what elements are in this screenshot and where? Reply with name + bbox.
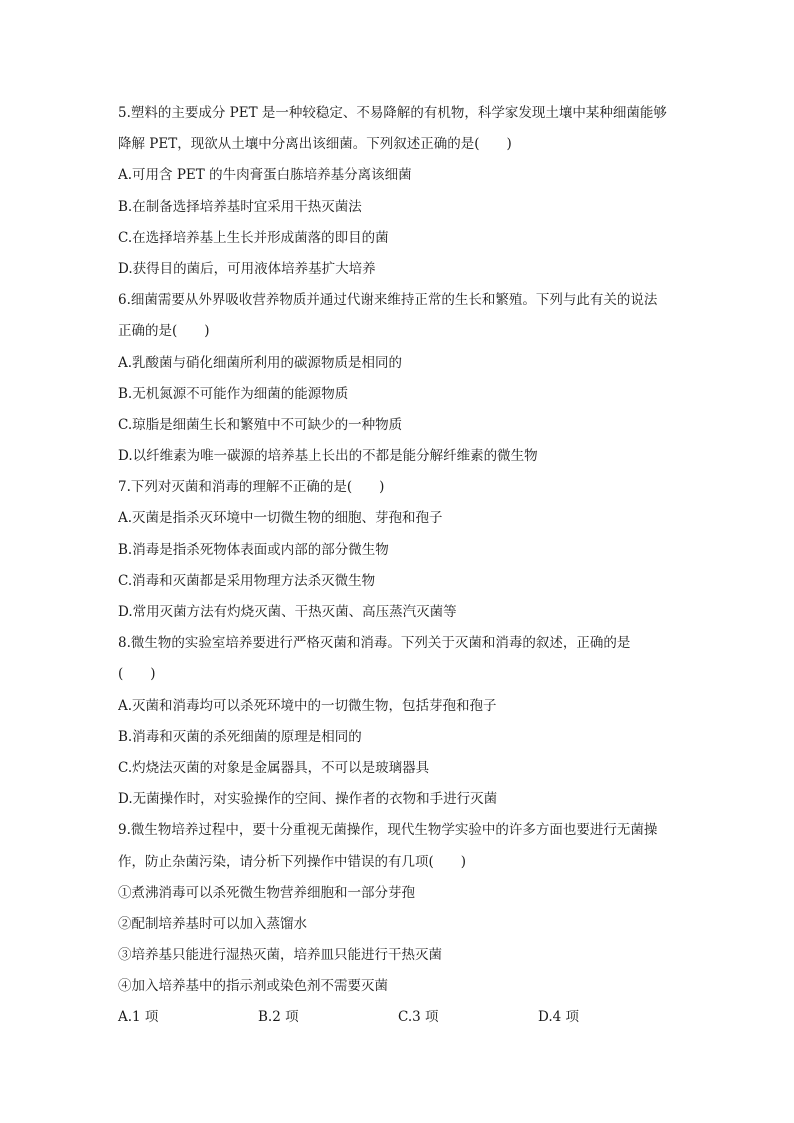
- question-stem-line: 降解 PET，现欲从土壤中分离出该细菌。下列叙述正确的是( ): [118, 136, 512, 153]
- statement-3: ③培养基只能进行湿热灭菌，培养皿只能进行干热灭菌: [118, 947, 442, 964]
- statement-1: ①煮沸消毒可以杀死微生物营养细胞和一部分芽孢: [118, 884, 415, 901]
- option-b: B.在制备选择培养基时宜采用干热灭菌法: [118, 198, 362, 215]
- statement-2: ②配制培养基时可以加入蒸馏水: [118, 915, 307, 932]
- option-d: D.以纤维素为唯一碳源的培养基上长出的不都是能分解纤维素的微生物: [118, 448, 538, 465]
- question-6: [118, 285, 688, 472]
- option-d: D.获得目的菌后，可用液体培养基扩大培养: [118, 260, 376, 277]
- option-a: A.可用含 PET 的牛肉膏蛋白胨培养基分离该细菌: [118, 167, 412, 184]
- question-stem-line: 8.微生物的实验室培养要进行严格灭菌和消毒。下列关于灭菌和消毒的叙述，正确的是: [118, 635, 631, 652]
- question-8: [118, 628, 688, 815]
- question-stem-line: 正确的是( ): [118, 323, 210, 340]
- statement-4: ④加入培养基中的指示剂或染色剂不需要灭菌: [118, 978, 388, 995]
- option-b: B.消毒和灭菌的杀死细菌的原理是相同的: [118, 728, 362, 745]
- option-d: D.常用灭菌方法有灼烧灭菌、干热灭菌、高压蒸汽灭菌等: [118, 604, 457, 620]
- choice-a: A.1 项: [118, 1009, 159, 1026]
- question-stem-line: 9.微生物培养过程中，要十分重视无菌操作，现代生物学实验中的许多方面也要进行无菌操: [118, 822, 658, 839]
- option-a: A.乳酸菌与硝化细菌所利用的碳源物质是相同的: [118, 354, 403, 371]
- option-b: B.无机氮源不可能作为细菌的能源物质: [118, 385, 349, 402]
- option-c: C.消毒和灭菌都是采用物理方法杀灭微生物: [118, 572, 376, 589]
- choice-c: C.3 项: [398, 1009, 439, 1026]
- option-a: A.灭菌和消毒均可以杀死环境中的一切微生物，包括芽孢和孢子: [118, 697, 497, 714]
- option-c: C.灼烧法灭菌的对象是金属器具，不可以是玻璃器具: [118, 759, 430, 776]
- question-stem-line: ( ): [118, 666, 156, 683]
- question-stem-line: 5.塑料的主要成分 PET 是一种较稳定、不易降解的有机物，科学家发现土壤中某种细菌能够: [118, 105, 667, 121]
- option-c: C.琼脂是细菌生长和繁殖中不可缺少的一种物质: [118, 416, 403, 433]
- option-d: D.无菌操作时，对实验操作的空间、操作者的衣物和手进行灭菌: [118, 791, 498, 808]
- option-a: A.灭菌是指杀灭环境中一切微生物的细胞、芽孢和孢子: [118, 510, 443, 527]
- question-5: [118, 98, 688, 285]
- choice-d: D.4 项: [538, 1009, 580, 1026]
- answer-choices: [118, 1002, 688, 1033]
- question-7: [118, 472, 688, 628]
- choice-b: B.2 项: [258, 1009, 299, 1026]
- question-stem-line: 6.细菌需要从外界吸收营养物质并通过代谢来维持正常的生长和繁殖。下列与此有关的说法: [118, 292, 658, 309]
- question-stem-line: 7.下列对灭菌和消毒的理解不正确的是( ): [118, 479, 385, 496]
- option-c: C.在选择培养基上生长并形成菌落的即目的菌: [118, 229, 389, 246]
- question-stem-line: 作，防止杂菌污染，请分析下列操作中错误的有几项( ): [118, 853, 467, 870]
- option-b: B.消毒是指杀死物体表面或内部的部分微生物: [118, 541, 389, 558]
- question-9: [118, 815, 688, 1033]
- worksheet-page: [118, 98, 688, 1034]
